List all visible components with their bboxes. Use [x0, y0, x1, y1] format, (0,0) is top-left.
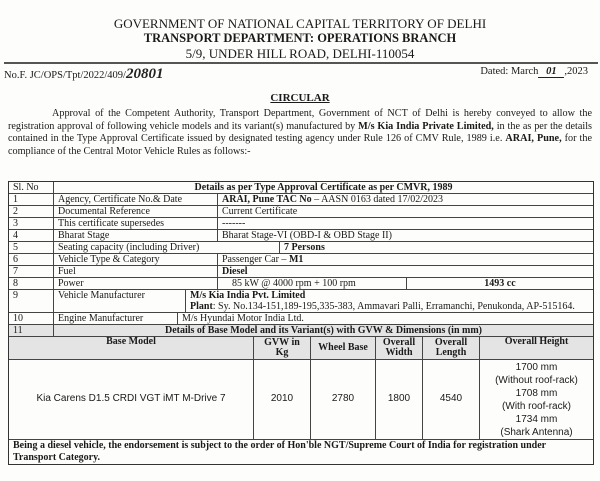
table-row — [9, 206, 593, 218]
row-label: Agency, Certificate No.& Date — [54, 194, 218, 205]
handwritten-number: 20801 — [125, 66, 164, 82]
endorsement-note: Being a diesel vehicle, the endorsement is subject to the order of Hon'ble NGT/Supreme Court of India for registration under Transport Category. — [13, 440, 546, 463]
model-wheel-base: 2780 — [311, 360, 376, 439]
row-no: 1 — [9, 194, 54, 205]
header-address: 5/9, UNDER HILL ROAD, DELHI-110054 — [185, 46, 415, 61]
height-value: 1734 mm — [515, 413, 558, 425]
row-no: 7 — [9, 266, 54, 277]
model-length: 4540 — [423, 360, 480, 439]
footer-row — [9, 440, 593, 464]
row-no: 10 — [9, 313, 54, 324]
height-note: (Without roof-rack) — [495, 374, 578, 386]
model-row — [9, 360, 593, 440]
col-wheel-base: Wheel Base — [311, 337, 376, 359]
plant-address: : Sy. No.134-151,189-195,335-383, Ammavari Palli, Erramanchi, Penukonda, AP-515164. — [212, 301, 575, 312]
para-text: Approval of the Competent Authority, Transport Department, Government of NCT of Delhi is hereby conveyed to allow the registration approval of following vehicle models and its variant(s) manufactured by — [8, 108, 592, 132]
row-no: 6 — [9, 254, 54, 265]
table-row — [9, 266, 593, 278]
reference-prefix: No.F. JC/OPS/Tpt/2022/409/ — [4, 70, 126, 81]
height-note: (Shark Antenna) — [500, 426, 573, 438]
table-row — [9, 313, 593, 325]
value-text: Passenger Car – — [222, 254, 289, 265]
row-value: Current Certificate — [222, 206, 298, 217]
section-title: Details of Base Model and its Variant(s) with GVW & Dimensions (in mm) — [164, 325, 483, 336]
col-width: Overall Width — [376, 337, 423, 359]
engine-capacity: 1493 cc — [484, 278, 516, 289]
date-year: ,2023 — [564, 66, 588, 77]
table-row — [9, 278, 593, 290]
height-value: 1700 mm — [515, 361, 558, 373]
dimensions-header-row — [9, 337, 593, 360]
header-title: Details as per Type Approval Certificate as per CMVR, 1989 — [194, 182, 453, 193]
date-day: 01 — [538, 66, 564, 78]
document-title: CIRCULAR — [270, 92, 330, 104]
model-gvw: 2010 — [254, 360, 311, 439]
model-height — [480, 360, 593, 439]
row-value: M/s Hyundai Motor India Ltd. — [182, 313, 304, 324]
manufacturer-name: M/s Kia India Pvt. Limited — [190, 290, 306, 301]
row-value: ------- — [222, 218, 246, 229]
row-no: 2 — [9, 206, 54, 217]
table-row — [9, 254, 593, 266]
header-divider — [4, 62, 598, 64]
plant-label: Plant — [190, 301, 213, 312]
model-name: Kia Carens D1.5 CRDI VGT iMT M-Drive 7 — [9, 360, 254, 439]
table-row — [9, 230, 593, 242]
para-bold: M/s Kia India Private Limited, — [358, 120, 494, 132]
value-bold: M1 — [288, 254, 304, 265]
row-value — [218, 194, 593, 205]
col-height: Overall Height — [504, 337, 569, 347]
para-text: for the compliance of the Central Motor Vehicle Rules as follows:- — [8, 133, 592, 157]
row-label: Bharat Stage — [54, 230, 218, 241]
row-no: 3 — [9, 218, 54, 229]
row-value — [218, 254, 593, 265]
date-label: Dated: March — [480, 66, 539, 77]
col-gvw: GVW in Kg — [254, 337, 311, 359]
row-label: Power — [54, 278, 218, 289]
row-value: Bharat Stage-VI (OBD-I & OBD Stage II) — [222, 230, 392, 241]
header-department: TRANSPORT DEPARTMENT: OPERATIONS BRANCH — [143, 31, 457, 45]
row-label: This certificate supersedes — [54, 218, 218, 229]
row-no: 11 — [9, 325, 54, 336]
value-text: – AASN 0163 dated 17/02/2023 — [311, 194, 444, 205]
table-row — [9, 242, 593, 254]
model-width: 1800 — [376, 360, 423, 439]
height-note: (With roof-rack) — [502, 400, 571, 412]
para-text: in the as per the details contained in the Type Approval Certificate issued by designated testing agency under Rule 126 of CMV Rule, 1989 i.e. — [8, 120, 592, 145]
col-base-model: Base Model — [9, 337, 254, 359]
table-row — [9, 218, 593, 230]
para-bold: ARAI, Pune, — [505, 133, 562, 145]
table-row-section — [9, 325, 593, 337]
height-value: 1708 mm — [515, 387, 558, 399]
header-sl: Sl. No — [9, 182, 54, 193]
row-label: Vehicle Type & Category — [54, 254, 218, 265]
row-label: Seating capacity (including Driver) — [54, 242, 280, 253]
row-no: 8 — [9, 278, 54, 289]
row-value: 7 Persons — [284, 242, 325, 253]
body-paragraph — [8, 108, 592, 158]
row-label: Documental Reference — [54, 206, 218, 217]
row-value: Diesel — [222, 266, 248, 277]
header-government: GOVERNMENT OF NATIONAL CAPITAL TERRITORY OF DELHI — [113, 16, 487, 31]
col-length: Overall Length — [423, 337, 480, 359]
value-bold: ARAI, Pune TAC No — [222, 194, 312, 205]
row-no: 4 — [9, 230, 54, 241]
row-no: 5 — [9, 242, 54, 253]
row-label: Vehicle Manufacturer — [54, 290, 186, 312]
row-value — [186, 290, 593, 312]
date-line — [480, 66, 588, 78]
row-no: 9 — [9, 290, 54, 312]
reference-number — [4, 66, 163, 83]
table-row — [9, 194, 593, 206]
row-value: 85 kW @ 4000 rpm + 100 rpm — [218, 278, 407, 289]
row-label: Engine Manufacturer — [54, 313, 178, 324]
table-row — [9, 290, 593, 313]
table-header-row — [9, 182, 593, 194]
row-label: Fuel — [54, 266, 218, 277]
approval-table — [8, 181, 594, 465]
